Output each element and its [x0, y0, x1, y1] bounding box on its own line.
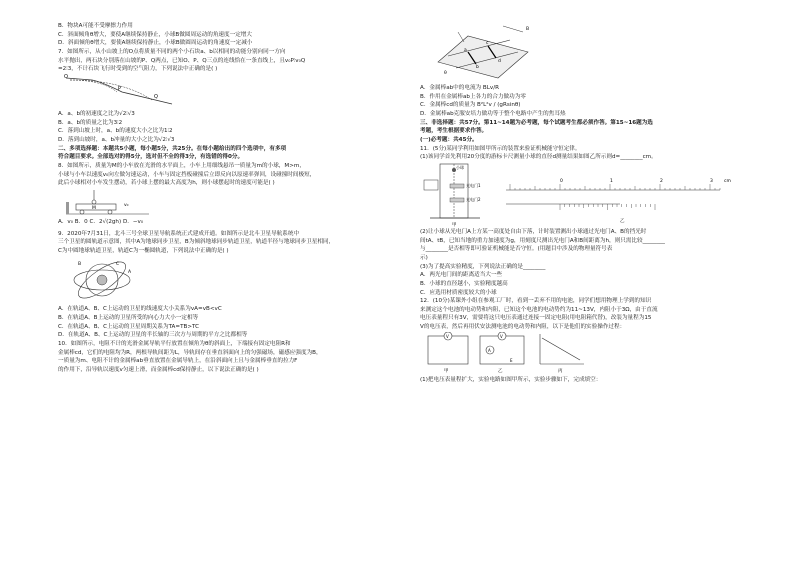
left-column [58, 22, 403, 375]
question-stem-line: 9．2020年7月31日，北斗三号全球卫星导航系统正式建成开通。如图所示是北斗卫星导航系统中 [58, 230, 300, 237]
point-o-label: O [64, 73, 68, 80]
orbit-a-label: A [128, 270, 132, 276]
vernier-caliper [506, 184, 720, 210]
question-text-line: 示) [420, 254, 428, 261]
question-stem-line: 三个卫星的圆轨道示意图，其中A为地球同步卫星，B为倾斜地球同步轨道卫星，轨道半径与地球同步卫星相同， [58, 239, 335, 246]
question-stem-line: 水平抛出，两石块分别落在山坡的P、Q两点，已知O、P、Q三点的连线恰在一条直线上，且v₀P∶v₀Q [58, 57, 306, 64]
question-11-figure [420, 162, 765, 228]
question-10-options [420, 84, 765, 119]
question-stem-line: 一质量为m、电阻不计的金属棒ab垂直放置在金属导轨上，在沿斜面向上且与金属棒垂直的拉力F [58, 358, 298, 365]
figure-jia-label: 甲 [444, 368, 449, 374]
option-line: C．在轨道A、B、C上运动的卫星周期关系为TA=TB>TC [58, 323, 200, 330]
ball-label: 小球 [456, 164, 464, 170]
question-10-figure [420, 22, 765, 84]
point-q-label: Q [154, 93, 158, 100]
question-7-figure [58, 74, 403, 110]
question-stem-line: C为中圆地球轨道卫星，轨道C为一椭圆轨道，下列说法中正确的是( ) [58, 247, 229, 254]
question-8 [58, 162, 403, 227]
figure-yi-label: 乙 [620, 218, 625, 224]
scale-2-label: 2 [660, 178, 663, 184]
option-line: A．a、b的初速度之比为√2∶√3 [58, 110, 135, 117]
option-line: B．a、b的质量之比为3∶2 [58, 119, 123, 126]
question-text-line: 与________是否相等即可验证机械能是否守恒。(用题目中涉及的物理量符号表 [420, 246, 613, 253]
right-column [420, 22, 765, 384]
option-line: D．在轨道A、B、C上运动的卫星的半长轴的三次方与周期的平方之比都相等 [58, 332, 248, 339]
question-stem-line: 11．(5分)某同学利用如图甲所示的装置来验证机械能守恒定律。 [420, 145, 581, 152]
option-line: A．v₀ B．0 C．2√(2gh) D．−v₀ [58, 218, 144, 225]
option-line: C．应选用材质密度较大的小球 [420, 289, 497, 296]
option-line: C．落到山坡上时，a、b的速度大小之比为1∶2 [58, 128, 173, 135]
voltmeter-2-label: V [500, 333, 503, 339]
section-heading-line: 二、多项选择题：本题共5小题，每小题5分，共25分。在每小题给出的四个选项中，有多项 [58, 145, 287, 152]
unit-label: cm [724, 178, 731, 184]
question-text-line: (2)让小球从光电门A上方某一高度处自由下落，计时装置测出小球通过光电门A、B的挡光时 [420, 228, 647, 235]
option-line: A．两光电门间的距离适当大一些 [420, 272, 503, 279]
rod-d-label: d [498, 59, 501, 64]
figure-yi-label: 乙 [498, 368, 503, 374]
question-stem-line: 来测定这个电池的电动势和内阻，已知这个电池的电动势约为11~13V，内阻小于3Ω，由于直流 [420, 306, 658, 313]
question-stem-line: V的电压表，然后再用伏安法测电池的电动势和内阻，以下是他们的实验操作过程： [420, 324, 626, 331]
option-line: D．金属棒ab克服安培力做功等于整个电路中产生的焦耳热 [420, 110, 566, 117]
question-8-figure [58, 188, 403, 218]
voltmeter-label: V [446, 333, 449, 339]
option-line: B．在轨道A、B上运动的卫星所受的向心力大小一定相等 [58, 315, 199, 322]
question-stem-line: (1)该同学首先利用20分度的游标卡尺测量小球的直径d测量结果如图乙所示则d=________cm。 [420, 154, 657, 161]
question-9 [58, 230, 403, 341]
orbit-c-label: C [116, 262, 120, 268]
question-12-figure [420, 332, 765, 376]
question-stem-line: 7．如图所示，从小山坡上的O点将质量不同的两个小石块a、b以相同的动能分别向同一方向 [58, 48, 286, 55]
rod-a-label: a [464, 48, 467, 53]
battery-label: E [510, 357, 513, 363]
field-label: B [526, 27, 530, 32]
option-line: B．作用在金属棒ab上各力的合力做功为零 [420, 93, 526, 100]
option-line: B．物块A可能不受摩擦力作用 [58, 23, 133, 29]
question-text-line: 间tA、tB，已知当地的重力加速度为g，用刻度尺测出光电门A和B间距离为h，则只需比较________ [420, 237, 665, 244]
option-line: A．在轨道A、B、C上运动的卫星的线速度大小关系为vA=vB<vC [58, 306, 222, 313]
figure-bing-label: 丙 [558, 368, 563, 374]
velocity-label: v₀ [124, 202, 129, 208]
section-heading-line: 考题，考生根据要求作答。 [420, 128, 488, 135]
question-12 [420, 297, 765, 384]
question-stem-line: 10．如图所示，电阻不计的光滑金属导轨平行放置在倾角为θ的斜面上，下端接有固定电阻R和 [58, 341, 291, 348]
scale-3-label: 3 [710, 178, 713, 184]
option-line: D．落到山坡时，a、b冲量的大小之比为√2∶√3 [58, 136, 175, 143]
question-11 [420, 145, 765, 298]
option-line: C．斜面倾角θ增大，要使A继续保持静止，小球B做圆周运动的角速度一定增大 [58, 31, 252, 38]
figure-jia-label: 甲 [452, 222, 457, 228]
question-stem-line: 电压表量程只有3V，需要将这只电压表通过连接一固定电阻(用电阻箱代替)，改装为量程为15 [420, 315, 652, 322]
option-line: C．金属棒cd的质量为 B²L²v / (gRsinθ) [420, 102, 521, 109]
option-line: B．小球的直径越小，实验精度越高 [420, 280, 508, 287]
subsection-heading: (一)必考题：共45分。 [420, 136, 478, 143]
scale-0-label: 0 [560, 178, 563, 184]
option-line: A．金属棒ab中的电流为 BLv/R [420, 85, 499, 91]
point-p-label: P [118, 85, 122, 92]
orbit-b-label: B [78, 262, 82, 268]
scale-1-label: 1 [610, 178, 613, 184]
question-9-figure [58, 255, 403, 305]
section-2-heading [58, 145, 403, 162]
question-stem-line: 金属棒cd，它们的电阻均为R，两根导轨间距为L，导轨间存在垂直斜面向上的匀强磁场，磁感应强度为B， [58, 349, 322, 356]
rod-c-label: c [486, 41, 489, 46]
question-10 [58, 340, 403, 375]
question-stem-line: 12．(10分)某课外小组在参观工厂时，看到一丢弃不用的电池，同学们想用物理上学到的知识 [420, 298, 652, 305]
question-6-options [58, 22, 403, 48]
option-line: D．斜面倾角θ增大，要使A继续保持静止，小球B做圆周运动的角速度一定减小 [58, 40, 253, 47]
question-7 [58, 48, 403, 145]
ammeter-label: A [488, 347, 491, 353]
section-heading-line: 符合题目要求。全部选对的得5分，选对但不全的得3分，有选错的得0分。 [58, 154, 244, 161]
question-stem-line: =2∶3，不计石块飞行时受到的空气阻力，下列说法中正确的是( ) [58, 66, 218, 73]
question-stem-line: 的作用下，沿导轨以速度v匀速上滑，而金属棒cd保持静止，以下说法正确的是( ) [58, 367, 259, 374]
section-heading-line: 三、非选择题：共57分。第11~14题为必考题，每个试题考生都必须作答。第15~16题为选 [420, 119, 653, 126]
gate-1-label: 光电门1 [466, 182, 481, 188]
rod-b-label: b [476, 65, 479, 70]
question-stem-line: 8．如图所示，质量为M的小车放在光滑的水平面上，小车上用细线悬吊一质量为m的小球，M>m， [58, 162, 305, 169]
gate-2-label: 光电门2 [466, 196, 481, 202]
question-stem-line: 此后小球相对小车发生摆动，若小球上摆的最大高度为h，则小球摆起时的速度可能是( ) [58, 180, 275, 187]
section-3-heading [420, 119, 765, 145]
question-text-line: (3)为了提高实验精度，下列说法正确的是________ [420, 263, 546, 270]
question-stem-line: 小球与小车以速度v₀向左做匀速运动，小车与固定挡板碰撞后立即反向以原速率弹回，设碰撞时间极短， [58, 171, 316, 178]
angle-label: θ [444, 71, 447, 76]
question-text-line: (1)把电压表量程扩大，实验电路如图甲所示，实验步骤如下，完成填空： [420, 376, 602, 383]
cart-mass-label: M [92, 205, 96, 211]
